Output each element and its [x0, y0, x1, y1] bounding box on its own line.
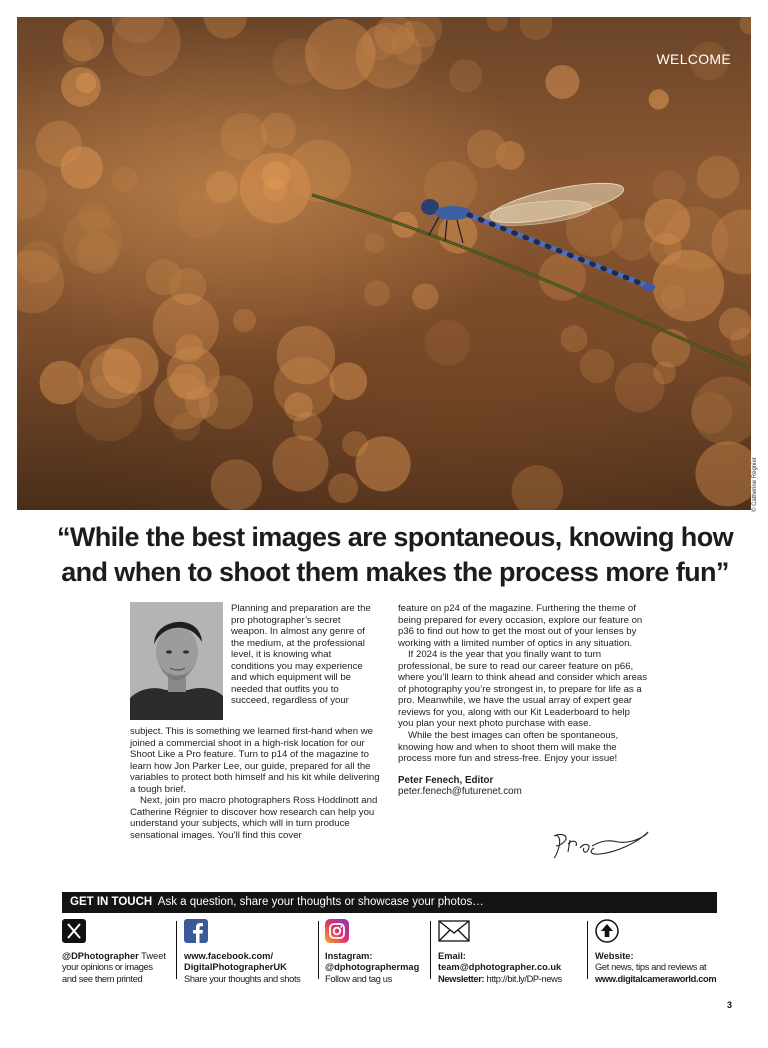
editor-email[interactable]: peter.fenech@futurenet.com	[398, 786, 522, 798]
contact-x[interactable]	[62, 919, 170, 983]
contact-divider	[176, 921, 177, 979]
hero-photo	[17, 17, 751, 510]
facebook-text: Share your thoughts and shots	[184, 973, 301, 984]
newsletter-label: Newsletter:	[438, 973, 485, 984]
contact-facebook[interactable]	[184, 919, 319, 983]
article-paragraph-3: feature on p24 of the magazine. Furthering the theme of being prepared for every occasion, explore our feature on p36 to find out how to get the most out of your lenses by working with a limited number of optics in any situation.	[398, 603, 643, 649]
x-handle[interactable]: @DPhotographer	[62, 950, 139, 961]
editor-signature	[548, 828, 652, 862]
email-label: Email:	[438, 950, 466, 961]
editor-portrait-image	[130, 602, 223, 720]
contact-divider	[318, 921, 319, 979]
article-paragraph-5: While the best images can often be spontaneous, knowing how and when to shoot them will make the process more fun and stress-free. Enjoy your issue!	[398, 730, 619, 765]
article-column-1	[130, 726, 380, 841]
dragonfly-illustration	[17, 17, 751, 510]
instagram-handle[interactable]: @dphotographermag	[325, 962, 420, 973]
headline-line-2: and when to shoot them makes the process more fun”	[61, 557, 729, 587]
article-paragraph-2: Next, join pro macro photographers Ross Hoddinott and Catherine Régnier to discover how research can help you understand your subjects, which will in turn produce sensational images. You’ll find this cover	[130, 795, 378, 841]
arrow-up-circle-icon[interactable]	[595, 919, 619, 943]
contact-strip	[62, 919, 722, 983]
x-text-a: Tweet	[138, 950, 166, 961]
instagram-icon[interactable]	[325, 919, 349, 943]
instagram-text: Follow and tag us	[325, 973, 392, 984]
facebook-url-a[interactable]: www.facebook.com/	[184, 950, 274, 961]
article-column-2	[398, 603, 648, 798]
facebook-icon[interactable]	[184, 919, 208, 943]
get-in-touch-tagline: Ask a question, share your thoughts or showcase your photos…	[157, 896, 484, 908]
photo-credit: © Catherine Régnier	[752, 457, 758, 512]
newsletter-url[interactable]: http://bit.ly/DP-news	[484, 973, 562, 984]
page-number: 3	[727, 1000, 733, 1010]
section-label: WELCOME	[656, 51, 731, 67]
get-in-touch-label: GET IN TOUCH	[70, 896, 153, 908]
facebook-url-b[interactable]: DigitalPhotographerUK	[184, 962, 287, 973]
contact-email[interactable]	[438, 919, 588, 983]
get-in-touch-bar	[62, 892, 717, 913]
contact-instagram[interactable]	[325, 919, 435, 983]
x-text-c: and see them printed	[62, 973, 143, 984]
envelope-icon[interactable]	[438, 919, 470, 943]
article-column-1-wrap	[231, 603, 371, 707]
website-text: Get news, tips and reviews at	[595, 962, 707, 973]
website-label: Website:	[595, 950, 634, 961]
website-url[interactable]: www.digitalcameraworld.com	[595, 973, 717, 984]
headline-quote	[30, 520, 760, 590]
article-paragraph-1a: Planning and preparation are the pro photographer’s secret weapon. In almost any genre of the medium, at the professional level, it is knowing what conditions you may experience and which equipment will be needed that outfits you to succeed, regardless of your	[231, 603, 371, 707]
article-paragraph-1b: subject. This is something we learned first-hand when we joined a commercial shoot in a high-risk location for our Shoot Like a Pro feature. Turn to p14 of the magazine to learn how Jon Parker Lee, our guide, prepared for all the variables to protect both himself and his kit while delivering a tough brief.	[130, 726, 380, 795]
editor-portrait	[130, 602, 223, 720]
contact-divider	[430, 921, 431, 979]
instagram-label: Instagram:	[325, 950, 373, 961]
email-address[interactable]: team@dphotographer.co.uk	[438, 962, 562, 973]
x-text-b: your opinions or images	[62, 962, 153, 973]
headline-line-1: “While the best images are spontaneous, knowing how	[56, 522, 733, 552]
article-paragraph-4: If 2024 is the year that you finally want to turn professional, be sure to read our career feature on p66, where you’ll learn to think ahead and consider which areas of photography you’re strongest in, to prepare for life as a pro. Meanwhile, we have the usual array of expert gear reviews for you, along with our Kit Leaderboard to help you plan your next photo purchase with ease.	[398, 649, 648, 730]
x-logo-icon[interactable]	[62, 919, 86, 943]
contact-website[interactable]	[595, 919, 725, 983]
contact-divider	[587, 921, 588, 979]
editor-name: Peter Fenech, Editor	[398, 774, 494, 786]
